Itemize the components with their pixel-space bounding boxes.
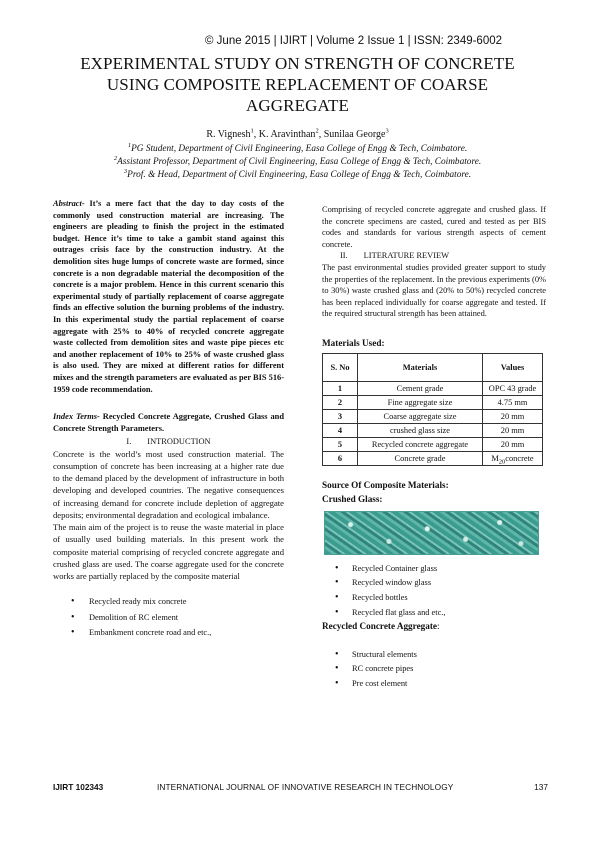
affiliations xyxy=(40,143,555,182)
section-number: I. xyxy=(126,437,132,447)
table-row xyxy=(323,423,543,437)
section-number: II. xyxy=(340,251,348,261)
affiliation-text: PG Student, Department of Civil Engineering, Easa College of Engg & Tech, Coimbatore. xyxy=(131,144,468,154)
crushed-glass-photo xyxy=(324,511,539,555)
index-terms-lead: Index Terms- xyxy=(53,412,100,422)
list-item: • Recycled window glass xyxy=(322,577,546,589)
affiliation-sup: 3 xyxy=(123,167,128,175)
sources-heading: Source Of Composite Materials: xyxy=(322,479,449,490)
author-sep: , xyxy=(253,129,259,140)
materials-table xyxy=(322,353,543,466)
journal-header: © June 2015 | IJIRT | Volume 2 Issue 1 | ISSN: 2349-6002 xyxy=(205,35,503,47)
cell-material: Cement grade xyxy=(358,381,483,395)
index-terms xyxy=(53,411,284,434)
affiliation-text: Prof. & Head, Department of Civil Engineering, Easa College of Engg & Tech, Coimbatore. xyxy=(127,170,472,180)
section-title: INTRODUCTION xyxy=(147,437,211,447)
cell-value: 20 mm xyxy=(483,409,543,423)
affiliation-sup: 1 xyxy=(127,141,132,149)
abstract xyxy=(53,198,284,395)
cell-value: 4.75 mm xyxy=(483,395,543,409)
col-header-no: S. No xyxy=(323,353,358,381)
list-item: • Pre cost element xyxy=(322,678,546,690)
affiliation-text: Assistant Professor, Department of Civil Engineering, Easa College of Engg & Tech, Coimbatore. xyxy=(117,157,482,167)
cell-material: Recycled concrete aggregate xyxy=(358,437,483,451)
cell-material: Coarse aggregate size xyxy=(358,409,483,423)
title-line: EXPERIMENTAL STUDY ON STRENGTH OF CONCRETE xyxy=(80,54,515,73)
grade-suffix: concrete xyxy=(505,453,534,463)
table-row xyxy=(323,409,543,423)
author-sup: 3 xyxy=(385,127,389,135)
table-row xyxy=(323,451,543,465)
table-row xyxy=(323,381,543,395)
table-row xyxy=(323,395,543,409)
list-item: • Structural elements xyxy=(322,649,546,661)
cell-no: 6 xyxy=(323,451,358,465)
list-item: • Embankment concrete road and etc., xyxy=(53,627,284,639)
col-header-material: Materials xyxy=(358,353,483,381)
author-name: K. Aravinthan xyxy=(258,129,316,140)
materials-heading: Materials Used: xyxy=(322,337,385,348)
table-header-row xyxy=(323,353,543,381)
author-sep: , xyxy=(318,129,324,140)
paper-title xyxy=(40,53,555,116)
affiliation xyxy=(40,169,555,182)
cell-no: 3 xyxy=(323,409,358,423)
cell-no: 1 xyxy=(323,381,358,395)
author-name: Sunilaa George xyxy=(323,129,386,140)
cell-value: OPC 43 grade xyxy=(483,381,543,395)
cell-no: 4 xyxy=(323,423,358,437)
title-line: USING COMPOSITE REPLACEMENT OF COARSE xyxy=(106,75,489,94)
cell-value: 20 mm xyxy=(483,423,543,437)
replacement-source-list xyxy=(53,596,284,639)
crushed-glass-heading: Crushed Glass: xyxy=(322,494,383,505)
crushed-glass-list xyxy=(322,563,546,618)
table-row xyxy=(323,437,543,451)
abstract-lead: Abstract- xyxy=(53,199,85,208)
list-item: • Demolition of RC element xyxy=(53,612,284,624)
affiliation-sup: 2 xyxy=(113,154,118,162)
grade-sub: 20 xyxy=(498,458,506,466)
right-column xyxy=(322,204,546,692)
affiliation xyxy=(40,156,555,169)
author-sup: 2 xyxy=(315,127,319,135)
cell-material: crushed glass size xyxy=(358,423,483,437)
cell-no: 5 xyxy=(323,437,358,451)
list-item: • Recycled ready mix concrete xyxy=(53,596,284,608)
index-terms-text: Recycled Concrete Aggregate, Crushed Glass and Concrete Strength Parameters. xyxy=(53,412,284,433)
left-column xyxy=(53,198,284,643)
footer-journal: INTERNATIONAL JOURNAL OF INNOVATIVE RESEARCH IN TECHNOLOGY xyxy=(157,782,454,792)
cell-value: 20 mm xyxy=(483,437,543,451)
list-item: • RC concrete pipes xyxy=(322,663,546,675)
cell-no: 2 xyxy=(323,395,358,409)
footer-paper-id: IJIRT 102343 xyxy=(53,782,104,792)
list-item: • Recycled bottles xyxy=(322,592,546,604)
rca-title: Recycled Concrete Aggregate xyxy=(322,621,437,632)
cell-value xyxy=(483,451,543,465)
affiliation xyxy=(40,143,555,156)
list-item: • Recycled Container glass xyxy=(322,563,546,575)
title-line: AGGREGATE xyxy=(246,96,349,115)
abstract-text: It’s a mere fact that the day to day costs of the commonly used construction material are increasing. The engineers are pleading to finish the project in the estimated budget. Hence it’s time to take a gambit stand against this outrages crisis face by the construction industry. At the demolition sites huge lumps of concrete waste are formed, since concrete is a non degradable material the decomposition of the concrete is a major problem. Hence in this current scenario this experimental study of partially replacement of coarse aggregate finds an effective solution the burning problems of the industry. In this experimental study the partial replacement of coarse aggregate with 25% to 40% of recycled concrete aggregate waste collected from demolition sites and waste pipe pieces etc and another replacement of 10% to 25% of waste crushed glass is also used. They are mixed at different ratios for different mixes and the strength parameters are evaluated as per BIS 516-1959 code recommendation. xyxy=(53,199,284,394)
paragraph: Comprising of recycled concrete aggregate and crushed glass. If the concrete specimens are casted, cured and tested as per BIS codes and standards for various strength aspects of cement concrete. xyxy=(322,205,546,249)
author-sup: 1 xyxy=(250,127,254,135)
rca-heading xyxy=(322,621,546,633)
list-item: • Recycled flat glass and etc., xyxy=(322,607,546,619)
paragraph: The past environmental studies provided greater support to study the properties of the replacement. In the previous experiments (0% to 30%) waste crushed glass and (20% to 50%) recycled concrete has been replaced individually for coarse aggregate and tested. If the required structural strength has been attained. xyxy=(322,262,546,319)
cell-material: Concrete grade xyxy=(358,451,483,465)
author-list xyxy=(40,128,555,142)
rca-list xyxy=(322,649,546,690)
cell-material: Fine aggregate size xyxy=(358,395,483,409)
paragraph: The main aim of the project is to reuse the waste material in place of usually used building materials. In this present work the composite material comprising of recycled concrete aggregate and crushed glass are used. The coarse aggregate used for the concrete works are partially replaced by the composite material xyxy=(53,522,284,581)
section-heading-introduction xyxy=(53,436,284,448)
paragraph: Concrete is the world’s most used construction material. The consumption of concrete has been increasing at a higher rate due to the demand placed by the development of infrastructure in both developing and developed countries. The negative consequences of increasing demand for concrete include depletion of aggregate deposits; environmental degradation and ecological imbalance. xyxy=(53,448,284,520)
author-name: R. Vignesh xyxy=(206,129,251,140)
section-title: LITERATURE REVIEW xyxy=(363,251,450,261)
grade-prefix: M xyxy=(491,453,499,463)
footer-page-number: 137 xyxy=(534,782,548,792)
section-heading-literature-review xyxy=(322,250,546,262)
col-header-value: Values xyxy=(483,353,543,381)
rca-colon: : xyxy=(436,621,440,632)
